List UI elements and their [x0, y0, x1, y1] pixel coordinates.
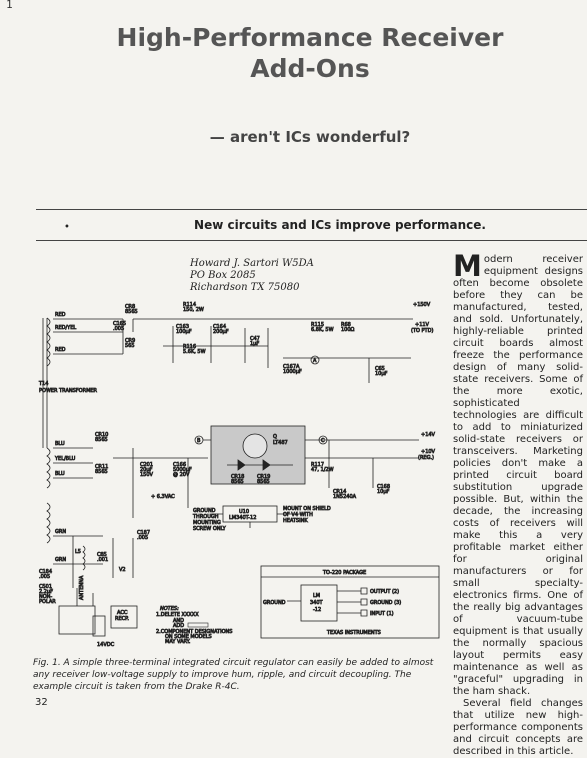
label-l5: L5	[75, 549, 81, 555]
label-texas-instruments: TEXAS INSTRUMENTS	[327, 630, 381, 636]
label-c166-rating: @ 20V	[173, 472, 190, 478]
label-r115: R115	[311, 322, 325, 328]
drop-cap: M	[453, 249, 482, 283]
title-line-1: High-Performance Receiver	[116, 23, 504, 52]
label-q: Q	[273, 434, 277, 440]
label-pkg-output: OUTPUT (2)	[370, 589, 400, 595]
label-cr11: CR11	[95, 464, 109, 470]
label-cr14-val: 1N5240A	[333, 494, 357, 500]
label-pkg-input: INPUT (1)	[370, 611, 394, 617]
article-title	[60, 22, 560, 84]
label-cr9-val: 565	[125, 343, 135, 349]
label-r117: R117	[311, 462, 325, 468]
label-red-1: RED	[55, 312, 66, 318]
label-t14: T14	[39, 381, 49, 387]
label-c501-polar: POLAR	[39, 599, 56, 605]
article-paragraph-2: Several field changes that utilize new high-performance components and circuit concepts are described in this article.	[453, 698, 583, 757]
label-pkg-12: -12	[313, 607, 322, 613]
label-red-2: RED	[55, 347, 66, 353]
label-c184: C184	[39, 569, 53, 575]
author-address-1: PO Box 2085	[190, 270, 256, 281]
label-c187: C187	[137, 530, 151, 536]
label-cr14: CR14	[333, 489, 347, 495]
article-body	[453, 249, 583, 758]
label-notes: NOTES:	[160, 606, 179, 612]
label-c165-val: .005	[113, 326, 125, 332]
label-c168: C168	[377, 484, 391, 490]
label-r116: R116	[183, 344, 197, 350]
label-c166-val: 5000µF	[173, 467, 192, 473]
label-150v: +150V	[413, 302, 431, 308]
label-blu-2: BLU	[55, 471, 65, 477]
label-6-3vac: + 6.3VAC	[151, 494, 175, 500]
label-cr10: CR10	[95, 432, 109, 438]
label-c163: C163	[176, 324, 190, 330]
label-c65-val: 10µF	[375, 371, 388, 377]
label-note-1: 1.DELETE XXXXX	[156, 612, 199, 618]
label-c167a: C167A	[283, 364, 300, 370]
article-paragraph-1	[453, 249, 583, 698]
label-screw-only: SCREW ONLY	[193, 526, 226, 532]
label-cr18: CR18	[231, 474, 245, 480]
label-14v: +14V	[421, 432, 435, 438]
label-r115-val: 6.8K, 5W	[311, 327, 334, 333]
label-c184-val: .005	[39, 574, 51, 580]
label-note-2b: ON SOME MODELS	[165, 634, 212, 640]
figure-caption: Fig. 1. A simple three-terminal integrated circuit regulator can easily be added to almost any receiver low-voltage supply to improve hum, ripple, and circuit decoupling. The example circuit is taken from the Drake R-4C.	[33, 658, 434, 692]
section-banner: New circuits and ICs improve performance.	[194, 218, 486, 232]
label-cr19-val: 8565	[257, 479, 270, 485]
label-cr19: CR19	[257, 474, 271, 480]
label-14vdc: 14VDC	[97, 642, 115, 648]
label-c164: C164	[213, 324, 227, 330]
label-c163-val: 100µF	[176, 329, 192, 335]
label-c85-val: .001	[97, 557, 109, 563]
label-c47: C47	[250, 336, 260, 342]
label-pkg-ground: GROUND	[263, 600, 286, 606]
label-r114: R114	[183, 302, 197, 308]
label-pkg-gnd: GROUND (3)	[370, 600, 402, 606]
label-grn-2: GRN	[55, 557, 67, 563]
label-note-1-add: ADD	[173, 623, 185, 629]
label-c187-val: .005	[137, 535, 149, 541]
corner-mark: 1	[6, 0, 13, 11]
label-note-2c: MAY VARY.	[165, 639, 191, 645]
label-mounting: MOUNTING	[193, 520, 221, 526]
label-r114-val: 150, 2W	[183, 307, 204, 313]
label-pkg-lm: LM	[313, 593, 321, 599]
label-power-transformer: POWER TRANSFORMER	[39, 388, 98, 394]
label-v2: V2	[119, 567, 126, 573]
label-node-a: A	[313, 358, 317, 364]
label-node-c: C	[321, 438, 325, 444]
label-c65: C65	[375, 366, 385, 372]
label-mount-on-shield: MOUNT ON SHIELD	[283, 506, 331, 512]
paragraph-1-text: odern receiver equipment designs often become obsolete before they can be manufactured, tested, and sold. Unfortunately, highly-reliable printed circuit boards almost freeze the performance design of many solid-state receivers. Some of the more exotic, sophisticated technologies are difficult to add to miniaturized solid-state receivers or transceivers. Marketing policies don't make a printed circuit board substitution upgrade possible. But, within the decade, the increasing costs of receivers will make this a very profitable market either for original manufacturers or for small specialty-electronics firms. One of the really big advantages of vacuum-tube equipment is that usually the normally spacious layout permits easy maintenance as well as "graceful" upgrading in the ham shack.	[453, 254, 583, 697]
regulator-schematic	[33, 288, 453, 658]
label-recp: RECP.	[115, 616, 129, 622]
label-cr18-val: 8565	[231, 479, 244, 485]
label-c167a-val: 1000µF	[283, 369, 302, 375]
label-red-yel: RED/YEL	[55, 325, 77, 331]
label-c201: C201	[140, 462, 154, 468]
hatch-swatch	[188, 623, 208, 627]
label-c164-val: 200µF	[213, 329, 229, 335]
label-r117-val: 47, 1/2W	[311, 467, 334, 473]
label-to-ptd: (TO PTD)	[411, 328, 434, 334]
label-through: THROUGH	[193, 514, 219, 520]
page-number: 32	[35, 697, 48, 708]
label-of-v4: OF V4 WITH	[283, 512, 313, 518]
label-pkg-340t: 340T	[310, 600, 323, 606]
banner-rule-bottom	[36, 240, 587, 241]
label-c201-val: 20µF	[140, 467, 153, 473]
label-c168-val: 10µF	[377, 489, 390, 495]
label-note-1-and: AND	[173, 618, 185, 624]
label-11v: +11V	[415, 322, 429, 328]
label-acc: ACC	[117, 610, 128, 616]
label-to220: TO-220 PACKAGE	[323, 570, 367, 576]
label-blu-1: BLU	[55, 441, 65, 447]
label-c501: C501	[39, 584, 53, 590]
author-name: Howard J. Sartori W5DA	[190, 258, 314, 269]
label-u10: U10	[239, 509, 250, 515]
label-node-b: B	[197, 438, 201, 444]
label-cr9: CR9	[125, 338, 136, 344]
banner-bullet: •	[64, 222, 70, 233]
label-r116-val: 5.6K, 5W	[183, 349, 206, 355]
label-c165: C165	[113, 321, 127, 327]
label-c166: C166	[173, 462, 187, 468]
article-subtitle: — aren't ICs wonderful?	[209, 128, 411, 146]
label-c201-rating: 150V	[140, 472, 153, 478]
title-line-2: Add-Ons	[250, 54, 370, 83]
label-c85: C85	[97, 552, 107, 558]
author-address-2: Richardson TX 75080	[190, 282, 300, 293]
label-r68-val: 100Ω	[341, 327, 355, 333]
label-r68: R68	[341, 322, 351, 328]
label-antenna: ANTENNA	[79, 575, 85, 600]
label-c501-non: NON-	[39, 594, 53, 600]
label-ground: GROUND	[193, 508, 216, 514]
label-q-num: LT487	[273, 440, 288, 446]
label-cr10-val: 8565	[95, 437, 108, 443]
label-cr11-val: 8565	[95, 469, 108, 475]
label-cr8: CR8	[125, 304, 136, 310]
label-10v: +10V	[421, 449, 435, 455]
label-c501-val: 2.2µF	[39, 589, 54, 595]
label-grn-1: GRN	[55, 529, 67, 535]
label-yel-blu: YEL/BLU	[55, 456, 76, 462]
label-heatsink: HEATSINK	[283, 518, 308, 524]
label-cr8-val: 8565	[125, 309, 138, 315]
label-reg: (REG.)	[418, 455, 434, 461]
banner-rule-top	[36, 209, 587, 210]
label-u10-val: LM340T-12	[229, 515, 257, 521]
label-note-2: 2.COMPONENT DESIGNATIONS	[156, 629, 233, 635]
label-c47-val: 1µF	[250, 341, 260, 347]
